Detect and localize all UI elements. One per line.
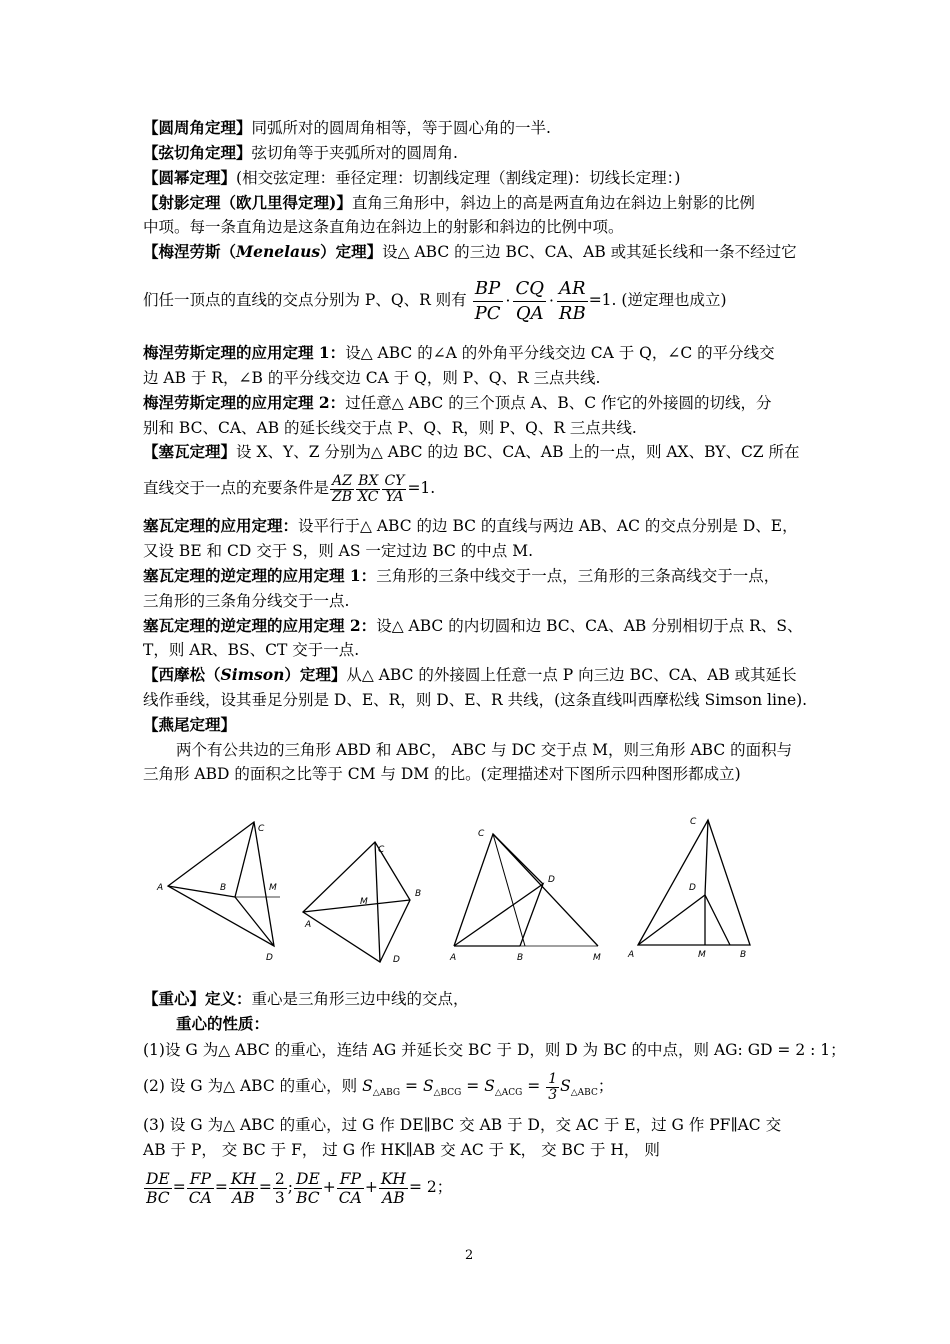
svg-text:M: M [269, 883, 277, 893]
svg-text:C: C [258, 824, 265, 834]
svg-text:D: D [548, 875, 555, 885]
svg-text:A: A [450, 953, 457, 963]
simson-theorem: 【西摩松（Simson）定理】从△ ABC 的外接圆上任意一点 P 向三边 BC、CA、AB 或其延长 [143, 665, 797, 684]
menelaus-application-2: 梅涅劳斯定理的应用定理 2：过任意△ ABC 的三个顶点 A、B、C 作它的外接圆的切线，分 [143, 393, 772, 412]
fraction: $\frac{DE}{BC}$ [296, 1169, 320, 1207]
fraction: $\frac{DE}{BC}$ [146, 1169, 170, 1207]
svg-text:A: A [628, 950, 635, 960]
centroid-property-3-formula: $\frac{DE}{BC}$ = $\frac{FP}{CA}$ = $\frac{KH}{AB}$ = $\frac{2}{3}$ ; $\frac{DE}{BC}$ + $\frac{FP}{CA}$ + $\frac{KH}{AB}$ = 2； [146, 1169, 453, 1207]
svg-text:C: C [378, 845, 385, 855]
centroid-properties-heading: 重心的性质： [176, 1014, 270, 1033]
swallowtail-theorem-cont: 三角形 ABD 的面积之比等于 CM 与 DM 的比。(定理描述对下图所示四种图形都成立) [143, 765, 741, 783]
fraction: $\frac{AR}{RB}$ [558, 277, 586, 324]
figure-2-labels [304, 845, 421, 965]
ceva-converse-application-1-cont: 三角形的三条角分线交于一点. [143, 592, 350, 610]
inscribed-angle-theorem: 【圆周角定理】同弧所对的圆周角相等，等于圆心角的一半. [143, 118, 551, 137]
centroid-property-2: (2) 设 G 为△ ABC 的重心，则 $S_{\triangle ABG} = S_{\triangle BCG} = S_{\triangle ACG}$ = $\frac{1}{3}$ $S_{\triangle ABC}$； [143, 1070, 614, 1103]
ceva-converse-application-2: 塞瓦定理的逆定理的应用定理 2：设△ ABC 的内切圆和边 BC、CA、AB 分别相切于点 R、S、 [143, 616, 803, 635]
simson-theorem-cont: 线作垂线，设其垂足分别是 D、E、R，则 D、E、R 共线，(这条直线叫西摩松线 Simson line). [143, 691, 808, 709]
svg-text:A: A [305, 920, 312, 930]
svg-text:M: M [698, 950, 706, 960]
menelaus-application-1: 梅涅劳斯定理的应用定理 1：设△ ABC 的∠A 的外角平分线交边 CA 于 Q，∠C 的平分线交 [143, 343, 775, 362]
svg-text:B: B [220, 883, 227, 893]
centroid-property-3-cont: AB 于 P， 交 BC 于 F， 过 G 作 HK∥AB 交 AC 于 K， 交 BC 于 H， 则 [143, 1141, 660, 1159]
page-number: 2 [465, 1248, 474, 1263]
tangent-chord-theorem: 【弦切角定理】弦切角等于夹弧所对的圆周角. [143, 143, 458, 162]
centroid-property-3: (3) 设 G 为△ ABC 的重心，过 G 作 DE∥BC 交 AB 于 D，交 AC 于 E，过 G 作 PF∥AC 交 [143, 1116, 782, 1134]
power-of-point-theorem: 【圆幂定理】(相交弦定理：垂径定理：切割线定理（割线定理)：切线长定理：) [143, 168, 681, 187]
ceva-formula: 直线交于一点的充要条件是 $\frac{AZ}{ZB}$ $\frac{BX}{XC}$ $\frac{CY}{YA}$ =1. [143, 472, 436, 505]
projection-theorem-cont: 中项。每一条直角边是这条直角边在斜边上的射影和斜边的比例中项。 [143, 218, 624, 236]
figure-3 [454, 834, 598, 946]
fraction: $\frac{2}{3}$ [274, 1169, 285, 1207]
fraction: $\frac{KH}{AB}$ [230, 1169, 256, 1207]
centroid-property-1: (1)设 G 为△ ABC 的重心，连结 AG 并延长交 BC 于 D，则 D 为 BC 的中点，则 AG: GD = 2 : 1； [143, 1041, 846, 1059]
svg-text:D: D [689, 883, 696, 893]
menelaus-application-2-cont: 别和 BC、CA、AB 的延长线交于点 P、Q、R，则 P、Q、R 三点共线. [143, 419, 637, 437]
fraction: $\frac{AZ}{ZB}$ [332, 472, 353, 505]
ceva-converse-application-1: 塞瓦定理的逆定理的应用定理 1：三角形的三条中线交于一点，三角形的三条高线交于一点， [143, 566, 780, 585]
svg-text:B: B [415, 889, 422, 899]
ceva-application: 塞瓦定理的应用定理：设平行于△ ABC 的边 BC 的直线与两边 AB、AC 的交点分别是 D、E， [143, 516, 798, 535]
figure-4-labels [627, 817, 746, 960]
ceva-theorem: 【塞瓦定理】设 X、Y、Z 分别为△ ABC 的边 BC、CA、AB 上的一点，则 AX、BY、CZ 所在 [143, 442, 800, 461]
fraction: $\frac{KH}{AB}$ [380, 1169, 406, 1207]
fraction: $\frac{FP}{CA}$ [338, 1169, 362, 1207]
fraction: $\frac{CY}{YA}$ [384, 472, 405, 505]
fraction: $\frac{BX}{XC}$ [358, 472, 379, 505]
swallowtail-theorem: 两个有公共边的三角形 ABD 和 ABC， ABC 与 DC 交于点 M，则三角形 ABC 的面积与 [176, 741, 793, 759]
menelaus-formula: 们任一顶点的直线的交点分别为 P、Q、R 则有 $\frac{BP}{PC}$ · $\frac{CQ}{QA}$ · $\frac{AR}{RB}$ =1. (逆定理也成立) [143, 277, 727, 324]
svg-text:D: D [266, 953, 273, 963]
svg-text:M: M [593, 953, 601, 963]
swallowtail-figures [150, 812, 800, 972]
ceva-application-cont: 又设 BE 和 CD 交于 S，则 AS 一定过边 BC 的中点 M. [143, 542, 534, 560]
fraction: $\frac{BP}{PC}$ [474, 277, 501, 324]
figure-2 [303, 842, 410, 962]
svg-text:B: B [740, 950, 747, 960]
centroid-definition: 【重心】定义：重心是三角形三边中线的交点， [143, 989, 469, 1008]
fraction: $\frac{CQ}{QA}$ [515, 277, 544, 324]
svg-text:D: D [393, 955, 400, 965]
svg-text:A: A [157, 883, 164, 893]
svg-text:B: B [517, 953, 524, 963]
menelaus-theorem: 【梅涅劳斯（Menelaus）定理】设△ ABC 的三边 BC、CA、AB 或其延长线和一条不经过它 [143, 242, 797, 261]
svg-text:C: C [478, 829, 485, 839]
fraction: $\frac{FP}{CA}$ [188, 1169, 212, 1207]
svg-text:C: C [690, 817, 697, 827]
svg-text:M: M [360, 897, 368, 907]
swallowtail-theorem-heading: 【燕尾定理】 [143, 715, 237, 734]
projection-theorem: 【射影定理（欧几里得定理)】直角三角形中，斜边上的高是两直角边在斜边上射影的比例 [143, 193, 755, 212]
fraction: $\frac{1}{3}$ [548, 1070, 558, 1103]
ceva-converse-application-2-cont: T，则 AR、BS、CT 交于一点. [143, 641, 360, 659]
menelaus-application-1-cont: 边 AB 于 R，∠B 的平分线交边 CA 于 Q，则 P、Q、R 三点共线. [143, 369, 601, 387]
